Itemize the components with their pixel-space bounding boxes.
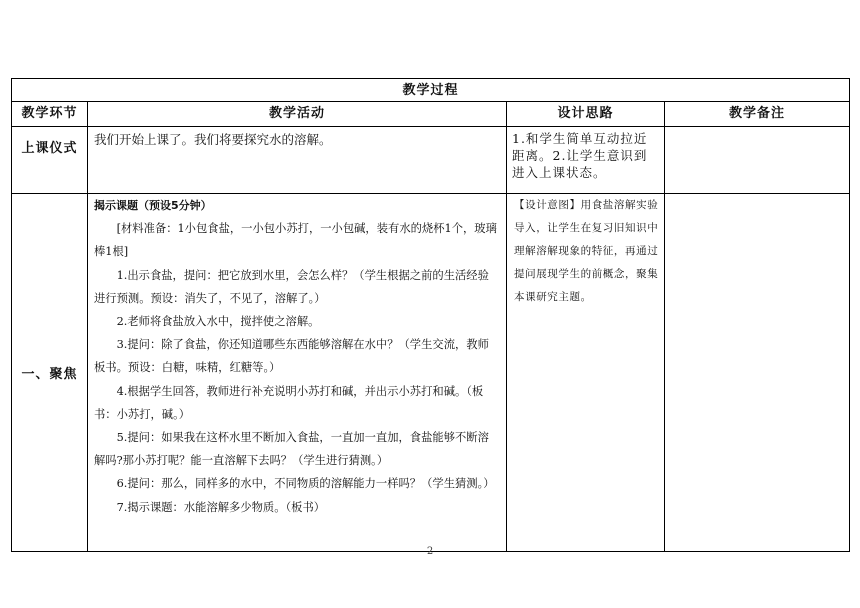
notes-cell xyxy=(665,194,850,552)
design-cell: 1.和学生简单互动拉近距离。2.让学生意识到进入上课状态。 xyxy=(507,127,665,194)
header-notes: 教学备注 xyxy=(665,102,850,127)
activity-step: 4.根据学生回答，教师进行补充说明小苏打和碱，并出示小苏打和碱。（板书：小苏打，碱。） xyxy=(94,384,484,421)
activity-heading: 揭示课题（预设5分钟） xyxy=(94,199,212,212)
notes-cell xyxy=(665,127,850,194)
header-activity: 教学活动 xyxy=(88,102,507,127)
header-design: 设计思路 xyxy=(507,102,665,127)
lesson-process-table xyxy=(11,78,850,552)
activity-cell xyxy=(88,194,507,552)
activity-step: 1.出示食盐，提问：把它放到水里，会怎么样？（学生根据之前的生活经验进行预测。预设：消失了，不见了，溶解了。） xyxy=(94,268,489,305)
table-row xyxy=(12,194,850,552)
activity-step: 6.提问：那么，同样多的水中，不同物质的溶解能力一样吗？（学生猜测。） xyxy=(116,477,495,491)
design-cell: 【设计意图】用食盐溶解实验导入，让学生在复习旧知识中理解溶解现象的特征，再通过提问展现学生的前概念，聚集本课研究主题。 xyxy=(507,194,665,552)
stage-cell: 一、聚焦 xyxy=(12,194,88,552)
header-stage: 教学环节 xyxy=(12,102,88,127)
page-number: 2 xyxy=(426,546,434,557)
activity-step: 3.提问：除了食盐，你还知道哪些东西能够溶解在水中？（学生交流，教师板书。预设：白糖，味精，红糖等。） xyxy=(94,338,489,375)
activity-materials: [材料准备：1小包食盐，一小包小苏打，一小包碱，装有水的烧杯1个，玻璃棒1根] xyxy=(94,222,497,259)
stage-cell: 上课仪式 xyxy=(12,127,88,194)
table-title: 教学过程 xyxy=(12,79,850,102)
activity-step: 2.老师将食盐放入水中，搅拌使之溶解。 xyxy=(116,315,320,329)
activity-step: 5.提问：如果我在这杯水里不断加入食盐，一直加一直加，食盐能够不断溶解吗?那小苏打呢？能一直溶解下去吗？（学生进行猜测。） xyxy=(94,431,489,468)
table-row xyxy=(12,127,850,194)
activity-step: 7.揭示课题：水能溶解多少物质。（板书） xyxy=(116,500,326,514)
activity-cell: 我们开始上课了。我们将要探究水的溶解。 xyxy=(88,127,507,194)
